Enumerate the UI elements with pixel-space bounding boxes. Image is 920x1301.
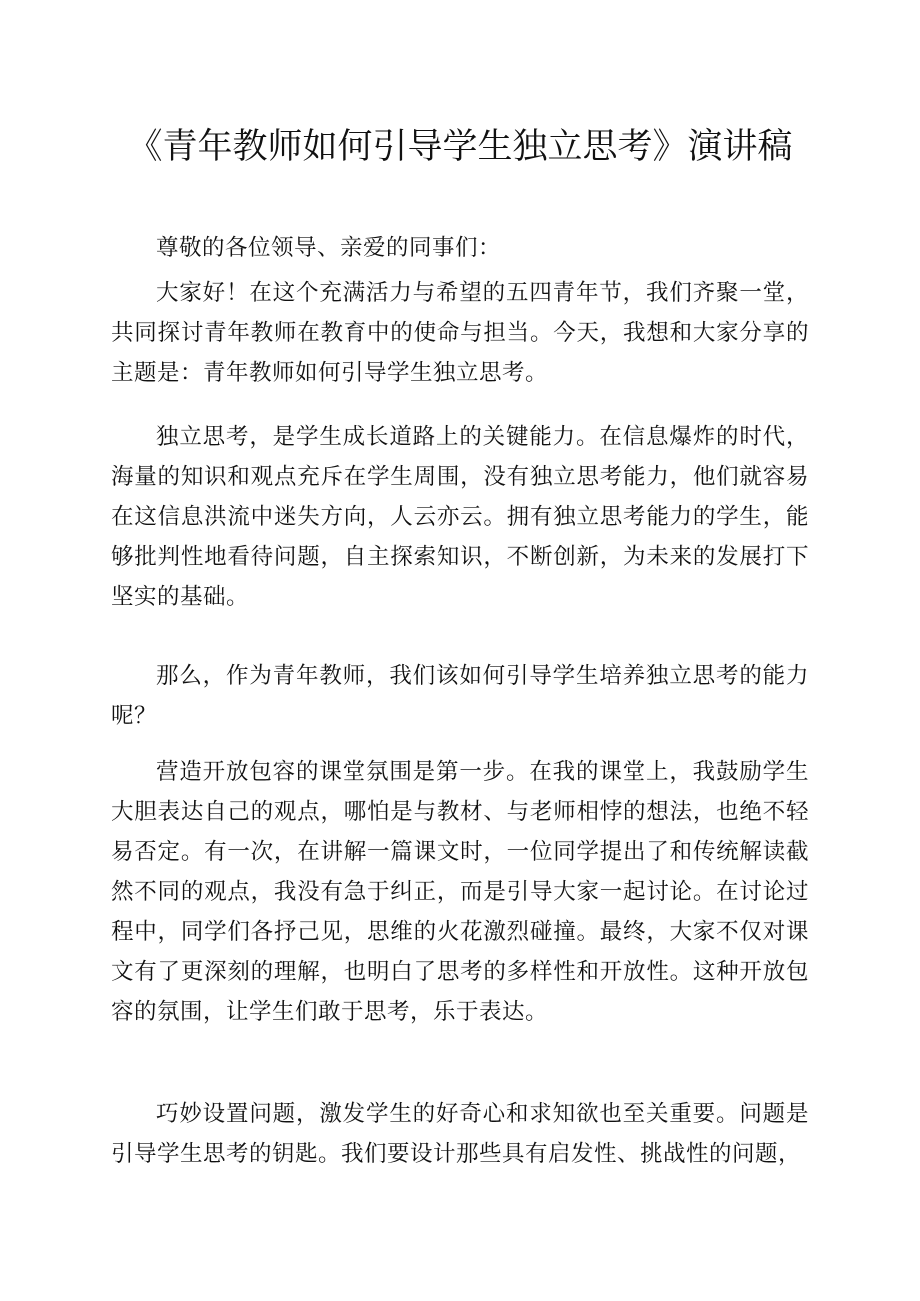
paragraph-questions: 巧妙设置问题，激发学生的好奇心和求知欲也至关重要。问题是引导学生思考的钥匙。我们要设计那些具有启发性、挑战性的问题，: [111, 1101, 809, 1167]
paragraph-importance: 独立思考，是学生成长道路上的关键能力。在信息爆炸的时代，海量的知识和观点充斥在学生周围，没有独立思考能力，他们就容易在这信息洪流中迷失方向，人云亦云。拥有独立思考能力的学生，能够批判性地看待问题，自主探索知识，不断创新，为未来的发展打下坚实的基础。: [111, 424, 809, 610]
paragraph-classroom-atmosphere: 营造开放包容的课堂氛围是第一步。在我的课堂上，我鼓励学生大胆表达自己的观点，哪怕是与教材、与老师相悖的想法，也绝不轻易否定。有一次，在讲解一篇课文时，一位同学提出了和传统解读截然不同的观点，我没有急于纠正，而是引导大家一起讨论。在讨论过程中，同学们各抒己见，思维的火花激烈碰撞。最终，大家不仅对课文有了更深刻的理解，也明白了思考的多样性和开放性。这种开放包容的氛围，让学生们敢于思考，乐于表达。: [111, 759, 809, 1025]
paragraph-greeting: 大家好！在这个充满活力与希望的五四青年节，我们齐聚一堂，共同探讨青年教师在教育中的使命与担当。今天，我想和大家分享的主题是：青年教师如何引导学生独立思考。: [111, 280, 809, 386]
document-title: 《青年教师如何引导学生独立思考》演讲稿: [127, 127, 793, 167]
paragraph-question: 那么，作为青年教师，我们该如何引导学生培养独立思考的能力呢？: [111, 663, 809, 729]
salutation: 尊敬的各位领导、亲爱的同事们：: [156, 235, 502, 261]
